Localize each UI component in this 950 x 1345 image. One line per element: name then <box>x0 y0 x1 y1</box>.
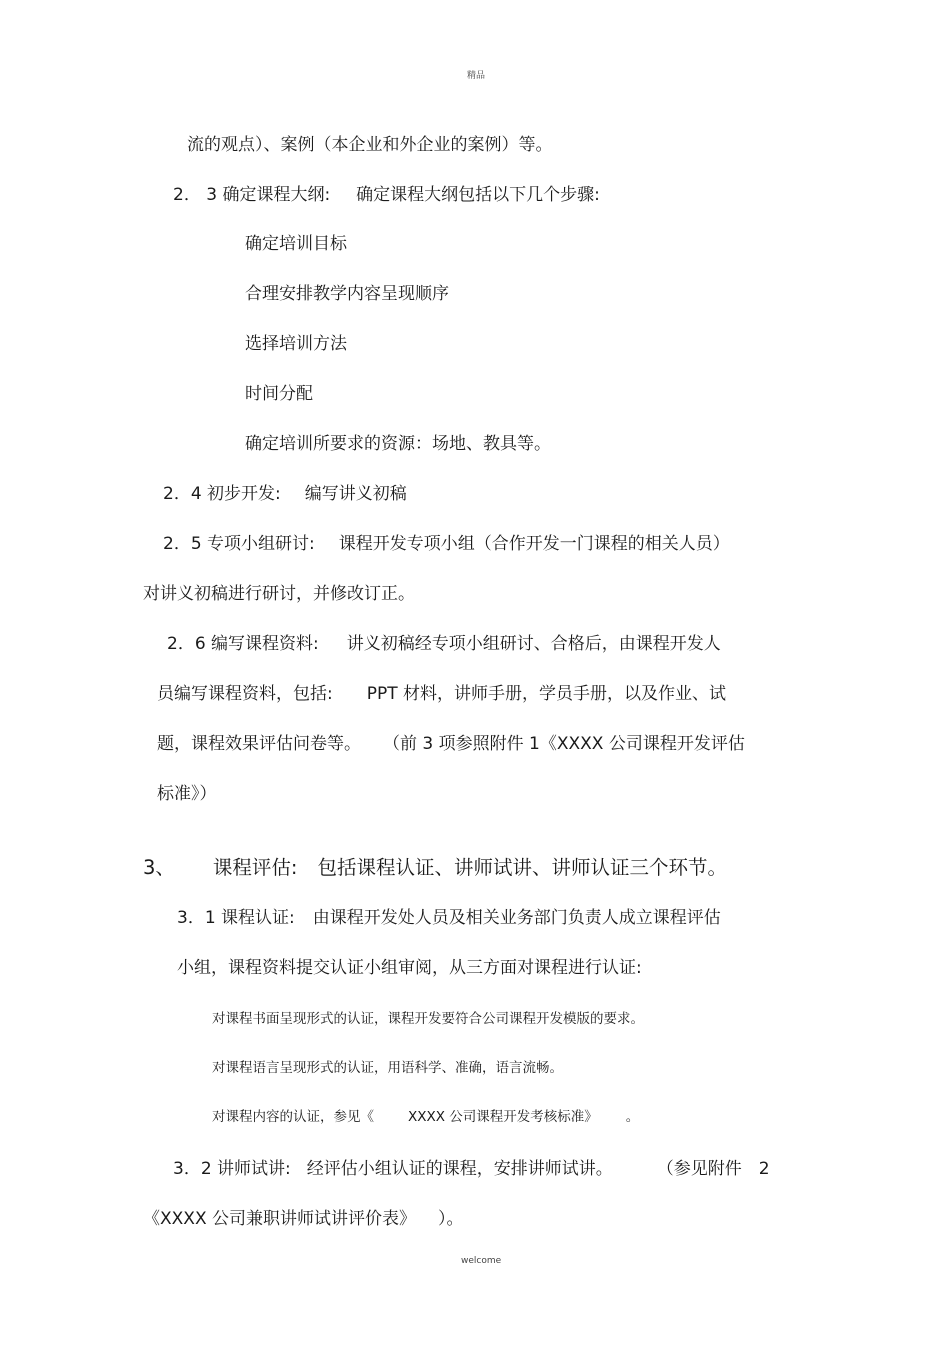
page-footer: welcome <box>461 1256 502 1266</box>
section-3-1 <box>177 907 721 929</box>
section-text: 由课程开发处人员及相关业务部门负责人成立课程评估 <box>312 908 721 928</box>
section-text: 包括课程认证、讲师试讲、讲师认证三个环节。 <box>317 856 728 879</box>
section-2-6 <box>167 633 721 655</box>
sub-item: 对课程书面呈现形式的认证，课程开发要符合公司课程开发模版的要求。 <box>212 1011 644 1027</box>
section-number: 2．6 编写课程资料: <box>167 634 319 654</box>
section-title: 课程评估: <box>212 856 298 879</box>
section-number: 3．2 讲师试讲: <box>173 1159 291 1179</box>
sub-item: 对课程语言呈现形式的认证，用语科学、准确，语言流畅。 <box>212 1060 563 1076</box>
section-text: 课程开发专项小组（合作开发一门课程的相关人员） <box>338 534 730 554</box>
section-3-2: 3．2 讲师试讲: 经评估小组认证的课程，安排讲师试讲。 （参见附件 2 <box>173 1159 770 1179</box>
paragraph-line: 员编写课程资料，包括: PPT 材料，讲师手册，学员手册，以及作业、试 <box>157 684 727 704</box>
paragraph-line: 题，课程效果评估问卷等。 （前 3 项参照附件 1《XXXX 公司课程开发评估 <box>157 734 745 754</box>
list-item: 选择培训方法 <box>245 334 347 354</box>
paragraph-line: 流的观点）、案例（本企业和外企业的案例）等。 <box>187 135 553 155</box>
section-number: 3、 <box>143 856 175 879</box>
section-number: 2．5 专项小组研讨: <box>163 534 315 554</box>
paragraph-line: 对讲义初稿进行研讨，并修改订正。 <box>143 584 415 604</box>
section-text: 讲义初稿经专项小组研讨、合格后，由课程开发人 <box>346 634 721 654</box>
list-item: 合理安排教学内容呈现顺序 <box>245 284 449 304</box>
paragraph-line: 《XXXX 公司兼职讲师试讲评价表》 ）。 <box>143 1209 464 1229</box>
section-number: 2． 3 确定课程大纲: <box>173 185 331 205</box>
list-item: 确定培训目标 <box>245 234 347 254</box>
section-2-5 <box>163 533 730 555</box>
section-number: 2．4 初步开发: <box>163 484 281 504</box>
section-3-heading <box>143 855 727 881</box>
section-2-3 <box>173 184 600 206</box>
section-text: 确定课程大纲包括以下几个步骤: <box>356 185 600 205</box>
page-header: 精品 <box>467 71 486 81</box>
section-text: 经评估小组认证的课程，安排讲师试讲。 <box>306 1159 613 1179</box>
paragraph-line: 小组，课程资料提交认证小组审阅，从三方面对课程进行认证: <box>177 958 642 978</box>
list-item: 确定培训所要求的资源：场地、教具等。 <box>245 434 551 454</box>
sub-item: 对课程内容的认证，参见《 XXXX 公司课程开发考核标准》 。 <box>212 1109 640 1125</box>
section-2-4 <box>163 483 407 505</box>
section-number: 3．1 课程认证: <box>177 908 295 928</box>
section-text: 编写讲义初稿 <box>304 484 407 504</box>
list-item: 时间分配 <box>245 384 313 404</box>
paragraph-line: 标准》） <box>157 784 217 804</box>
